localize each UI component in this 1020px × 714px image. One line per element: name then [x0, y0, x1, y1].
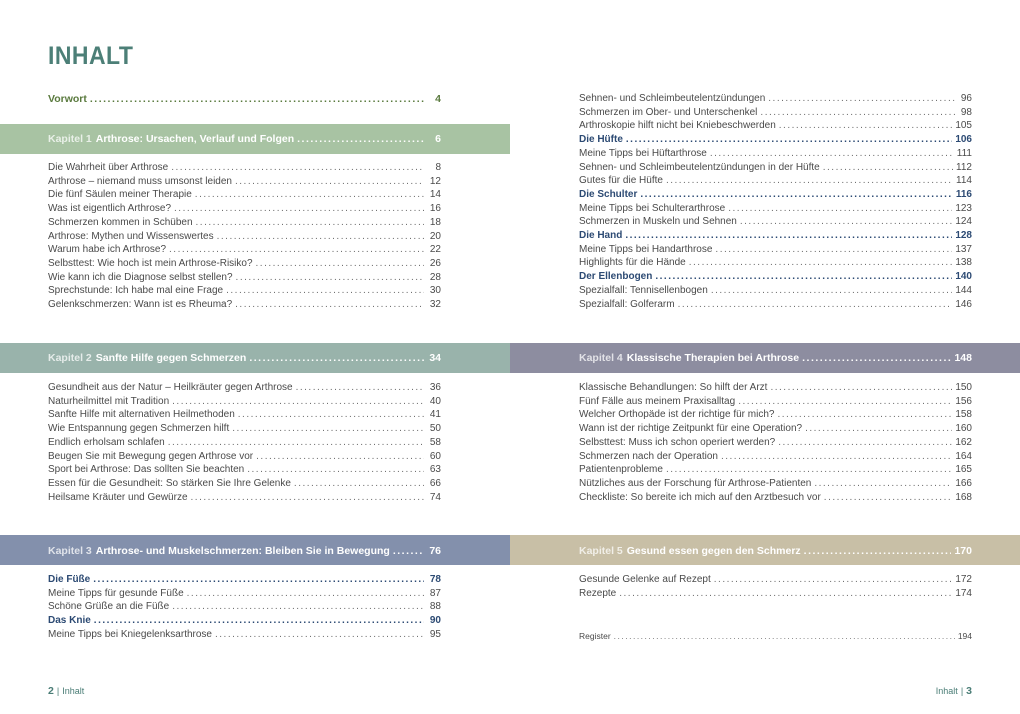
toc-entry-page: 41 [429, 409, 441, 421]
toc-entry-page: 20 [429, 230, 441, 242]
toc-entry-page: 12 [429, 175, 441, 187]
toc-entry[interactable] [579, 229, 972, 243]
toc-entry[interactable] [48, 257, 441, 271]
toc-entry-page: 140 [955, 271, 972, 283]
toc-entry[interactable] [579, 106, 972, 120]
toc-entry[interactable] [48, 408, 441, 422]
toc-entry-page: 26 [429, 257, 441, 269]
leader-dots [195, 188, 424, 202]
leader-dots [814, 477, 952, 491]
leader-dots [625, 229, 952, 243]
toc-entry-label: Der Ellenbogen [579, 271, 653, 283]
toc-entry-label: Beugen Sie mit Bewegung gegen Arthrose vor [48, 450, 254, 462]
leader-dots [640, 188, 953, 202]
toc-entry[interactable] [579, 161, 972, 175]
chapter-page: 76 [429, 545, 441, 557]
toc-entry-page: 174 [955, 587, 972, 599]
chapter-page: 34 [429, 352, 441, 364]
toc-entry[interactable] [579, 477, 972, 491]
toc-entry-page: 144 [955, 284, 972, 296]
toc-entry-label: Wie Entspannung gegen Schmerzen hilft [48, 423, 230, 435]
toc-entry-page: 66 [429, 477, 441, 489]
toc-entry[interactable] [48, 381, 441, 395]
toc-entry-label: Schmerzen kommen in Schüben [48, 216, 193, 228]
toc-entry-page: 164 [955, 450, 972, 462]
chapter-4-heading[interactable] [579, 351, 972, 365]
toc-entry-page: 4 [435, 93, 441, 105]
toc-entry[interactable] [579, 270, 972, 284]
toc-entry[interactable] [48, 450, 441, 464]
toc-entry-label: Die Wahrheit über Arthrose [48, 162, 169, 173]
toc-entry-page: 158 [955, 409, 972, 421]
toc-entry-page: 87 [429, 587, 441, 599]
chapter-2-heading[interactable] [48, 351, 441, 365]
toc-entry-label: Schmerzen im Ober- und Unterschenkel [579, 106, 758, 118]
chapter-5-heading[interactable] [579, 544, 972, 558]
toc-entry-label: Schöne Grüße an die Füße [48, 601, 170, 613]
toc-entry[interactable] [48, 395, 441, 409]
chapter-title: Sanfte Hilfe gegen Schmerzen [95, 352, 247, 364]
toc-entry[interactable] [48, 477, 441, 491]
chapter-title: Gesund essen gegen den Schmerz [626, 545, 801, 557]
toc-entry-label: Schmerzen nach der Operation [579, 450, 718, 462]
toc-entry[interactable] [579, 395, 972, 409]
toc-register[interactable] [579, 629, 972, 643]
toc-entry-label: Schmerzen in Muskeln und Sehnen [579, 216, 737, 228]
toc-entry-label: Sehnen- und Schleimbeutelentzündungen [579, 93, 766, 104]
toc-entry[interactable] [579, 92, 972, 106]
footer-left: 2 | Inhalt [48, 685, 85, 697]
toc-entry-page: 32 [429, 299, 441, 310]
toc-entry-label: Nützliches aus der Forschung für Arthrose-Patienten [579, 477, 812, 489]
leader-dots [824, 491, 953, 505]
toc-entry-page: 150 [955, 382, 972, 393]
toc-entry[interactable] [48, 298, 441, 312]
toc-entry-page: 40 [429, 395, 441, 407]
page-number: 3 [966, 685, 972, 697]
leader-dots [760, 106, 955, 120]
toc-entry-label: Fünf Fälle aus meinem Praxisalltag [579, 395, 736, 407]
leader-dots [168, 436, 424, 450]
chapter-title: Arthrose- und Muskelschmerzen: Bleiben Sie in Bewegung [95, 545, 390, 557]
leader-dots [770, 381, 952, 395]
toc-entry[interactable] [579, 491, 972, 505]
toc-entry-label: Naturheilmittel mit Tradition [48, 395, 170, 407]
toc-entry[interactable] [48, 161, 441, 175]
leader-dots [232, 422, 424, 436]
toc-vorwort[interactable] [48, 92, 441, 106]
toc-entry-page: 105 [955, 120, 972, 132]
toc-entry-label: Klassische Behandlungen: So hilft der Arzt [579, 382, 768, 393]
leader-dots [249, 351, 424, 365]
leader-dots [666, 463, 952, 477]
chapter-page: 6 [435, 133, 441, 145]
toc-entry[interactable] [48, 600, 441, 614]
toc-entry-page: 63 [429, 464, 441, 476]
toc-entry-label: Register [579, 631, 611, 641]
toc-entry-label: Selbsttest: Muss ich schon operiert werden? [579, 436, 776, 448]
toc-entry-label: Spezialfall: Tennisellenbogen [579, 284, 708, 296]
toc-entry[interactable] [579, 119, 972, 133]
toc-entry-label: Gesunde Gelenke auf Rezept [579, 574, 711, 585]
leader-dots [226, 284, 424, 298]
leader-dots [235, 298, 424, 312]
toc-entry-page: 8 [435, 162, 441, 173]
toc-entry-page: 106 [955, 134, 972, 146]
leader-dots [256, 257, 424, 271]
toc-entry-page: 194 [957, 631, 972, 641]
chapter-3-heading[interactable] [48, 544, 441, 558]
toc-entry-page: 90 [429, 615, 441, 627]
toc-entry-page: 116 [955, 188, 972, 200]
toc-entry-page: 60 [429, 450, 441, 462]
toc-entry-label: Meine Tipps bei Schulterarthrose [579, 202, 726, 214]
toc-entry-label: Patientenprobleme [579, 464, 663, 476]
toc-entry-label: Arthrose: Mythen und Wissenswertes [48, 230, 214, 242]
chapter-page: 170 [954, 545, 972, 557]
leader-dots [393, 544, 424, 558]
toc-entry[interactable] [579, 436, 972, 450]
toc-entry-label: Vorwort [48, 93, 87, 105]
toc-entry-page: 98 [960, 106, 972, 118]
toc-entry-label: Rezepte [579, 587, 617, 599]
toc-entry[interactable] [579, 587, 972, 601]
leader-dots [710, 147, 954, 161]
toc-entry-page: 28 [429, 271, 441, 283]
toc-entry-page: 162 [955, 436, 972, 448]
leader-dots [804, 544, 952, 558]
leader-dots [626, 133, 952, 147]
toc-entry[interactable] [48, 436, 441, 450]
toc-entry-label: Das Knie [48, 615, 91, 627]
leader-dots [196, 216, 424, 230]
toc-entry[interactable] [579, 381, 972, 395]
toc-entry-page: 74 [429, 491, 441, 503]
toc-entry-label: Die Füße [48, 574, 91, 585]
leader-dots [236, 271, 424, 285]
leader-dots [187, 587, 424, 601]
leader-dots [191, 491, 424, 505]
footer-right: Inhalt | 3 [935, 685, 972, 697]
toc-entry[interactable] [579, 284, 972, 298]
chapter-number: Kapitel 2 [48, 352, 92, 364]
chapter-number: Kapitel 3 [48, 545, 92, 557]
toc-entry-label: Wann ist der richtige Zeitpunkt für eine Operation? [579, 423, 803, 435]
chapter-number: Kapitel 4 [579, 352, 623, 364]
toc-entry-page: 30 [429, 285, 441, 297]
toc-entry-label: Sprechstunde: Ich habe mal eine Frage [48, 285, 224, 297]
toc-entry-label: Sanfte Hilfe mit alternativen Heilmethoden [48, 409, 235, 421]
toc-entry-page: 95 [429, 628, 441, 640]
leader-dots [174, 202, 424, 216]
toc-entry[interactable] [48, 202, 441, 216]
toc-entry-page: 22 [429, 244, 441, 256]
leader-dots [721, 450, 952, 464]
leader-dots [238, 408, 424, 422]
leader-dots [823, 161, 953, 175]
toc-entry-label: Heilsame Kräuter und Gewürze [48, 491, 188, 503]
toc-entry-page: 114 [956, 175, 972, 187]
toc-entry[interactable] [579, 463, 972, 477]
toc-entry[interactable] [579, 450, 972, 464]
toc-entry-label: Meine Tipps bei Kniegelenksarthrose [48, 628, 212, 640]
toc-entry-label: Wie kann ich die Diagnose selbst stellen? [48, 271, 233, 283]
toc-entry-label: Was ist eigentlich Arthrose? [48, 203, 172, 215]
leader-dots [666, 174, 953, 188]
toc-entry-page: 168 [955, 491, 972, 503]
leader-dots [215, 628, 424, 642]
toc-entry-page: 16 [429, 203, 441, 215]
chapter-page: 148 [954, 352, 972, 364]
leader-dots [172, 395, 424, 409]
toc-entry-label: Meine Tipps bei Handarthrose [579, 243, 713, 255]
leader-dots [172, 600, 424, 614]
toc-entry[interactable] [579, 422, 972, 436]
toc-entry-label: Meine Tipps für gesunde Füße [48, 587, 184, 599]
leader-dots [779, 119, 953, 133]
toc-entry-page: 172 [955, 574, 972, 585]
chapter-title: Arthrose: Ursachen, Verlauf und Folgen [95, 133, 295, 145]
toc-entry-page: 124 [955, 216, 972, 228]
toc-entry-label: Gutes für die Hüfte [579, 175, 663, 187]
leader-dots [678, 298, 953, 312]
toc-entry[interactable] [48, 463, 441, 477]
leader-dots [714, 573, 953, 587]
toc-entry-label: Highlights für die Hände [579, 257, 686, 269]
toc-entry-label: Spezialfall: Golferarm [579, 298, 675, 310]
leader-dots [235, 175, 424, 189]
toc-entry-page: 123 [955, 202, 972, 214]
leader-dots [296, 381, 424, 395]
toc-entry-label: Arthrose – niemand muss umsonst leiden [48, 175, 232, 187]
leader-dots [805, 422, 952, 436]
toc-entry-page: 14 [429, 189, 441, 201]
toc-entry-label: Die fünf Säulen meiner Therapie [48, 189, 192, 201]
toc-entry[interactable] [48, 491, 441, 505]
leader-dots [247, 463, 424, 477]
toc-entry-label: Welcher Orthopäde ist der richtige für mich? [579, 409, 775, 421]
toc-entry[interactable] [48, 284, 441, 298]
toc-entry-page: 18 [429, 216, 441, 228]
leader-dots [614, 629, 955, 643]
toc-entry-page: 36 [429, 382, 441, 393]
leader-dots [297, 132, 424, 146]
toc-entry[interactable] [579, 408, 972, 422]
toc-entry[interactable] [579, 256, 972, 270]
toc-entry[interactable] [579, 243, 972, 257]
toc-entry[interactable] [48, 614, 441, 628]
toc-entry[interactable] [48, 587, 441, 601]
toc-entry-label: Endlich erholsam schlafen [48, 436, 165, 448]
leader-dots [169, 243, 424, 257]
toc-entry[interactable] [579, 133, 972, 147]
toc-entry[interactable] [48, 271, 441, 285]
toc-entry[interactable] [48, 188, 441, 202]
toc-entry-label: Gesundheit aus der Natur – Heilkräuter gegen Arthrose [48, 382, 293, 393]
toc-entry-page: 128 [955, 230, 972, 241]
toc-entry-page: 138 [955, 257, 972, 269]
leader-dots [90, 92, 424, 106]
leader-dots [171, 161, 424, 175]
toc-entry[interactable] [48, 628, 441, 642]
chapter-number: Kapitel 5 [579, 545, 623, 557]
leader-dots [256, 450, 424, 464]
toc-entry-page: 88 [429, 601, 441, 613]
toc-entry[interactable] [579, 188, 972, 202]
leader-dots [93, 573, 424, 587]
toc-entry-label: Selbsttest: Wie hoch ist mein Arthrose-Risiko? [48, 257, 253, 269]
toc-entry-label: Meine Tipps bei Hüftarthrose [579, 147, 707, 159]
leader-dots [294, 477, 424, 491]
leader-dots [728, 202, 952, 216]
leader-dots [768, 92, 955, 106]
toc-entry-page: 156 [955, 395, 972, 407]
toc-entry[interactable] [579, 147, 972, 161]
toc-entry[interactable] [579, 298, 972, 312]
toc-entry-label: Gelenkschmerzen: Wann ist es Rheuma? [48, 299, 233, 310]
page-number: 2 [48, 685, 54, 697]
toc-entry-page: 112 [956, 161, 972, 173]
toc-entry[interactable] [579, 174, 972, 188]
toc-entry[interactable] [579, 573, 972, 587]
toc-entry-page: 166 [955, 477, 972, 489]
toc-entry[interactable] [48, 243, 441, 257]
toc-entry-page: 146 [955, 298, 972, 310]
leader-dots [217, 230, 424, 244]
toc-entry-page: 165 [955, 464, 972, 476]
footer-label: Inhalt [62, 686, 85, 696]
leader-dots [738, 395, 952, 409]
toc-entry-label: Arthroskopie hilft nicht bei Kniebeschwerden [579, 120, 776, 132]
page-title: INHALT [48, 42, 134, 70]
toc-entry-page: 137 [955, 243, 972, 255]
chapter-title: Klassische Therapien bei Arthrose [626, 352, 800, 364]
toc-entry[interactable] [579, 202, 972, 216]
chapter-number: Kapitel 1 [48, 133, 92, 145]
leader-dots [94, 614, 424, 628]
toc-entry-label: Die Hand [579, 230, 623, 241]
leader-dots [619, 587, 952, 601]
toc-entry-label: Checkliste: So bereite ich mich auf den Arztbesuch vor [579, 491, 821, 503]
toc-entry-label: Sport bei Arthrose: Das sollten Sie beachten [48, 464, 245, 476]
footer-label: Inhalt [935, 686, 958, 696]
toc-entry-label: Warum habe ich Arthrose? [48, 244, 167, 256]
chapter-1-heading[interactable] [48, 132, 441, 146]
toc-entry-page: 111 [956, 147, 972, 159]
leader-dots [778, 436, 952, 450]
toc-entry-page: 58 [429, 436, 441, 448]
leader-dots [740, 215, 952, 229]
leader-dots [802, 351, 951, 365]
toc-entry[interactable] [48, 422, 441, 436]
toc-entry-label: Die Hüfte [579, 134, 623, 146]
toc-entry-page: 78 [429, 574, 441, 585]
toc-entry-page: 50 [429, 423, 441, 435]
leader-dots [689, 256, 953, 270]
toc-entry-label: Essen für die Gesundheit: So stärken Sie Ihre Gelenke [48, 477, 291, 489]
toc-entry[interactable] [48, 230, 441, 244]
leader-dots [715, 243, 952, 257]
leader-dots [655, 270, 952, 284]
toc-entry[interactable] [48, 573, 441, 587]
toc-entry-label: Sehnen- und Schleimbeutelentzündungen in der Hüfte [579, 161, 820, 173]
toc-entry-page: 96 [960, 93, 972, 104]
leader-dots [777, 408, 952, 422]
toc-entry[interactable] [579, 215, 972, 229]
toc-entry[interactable] [48, 175, 441, 189]
toc-entry-page: 160 [955, 423, 972, 435]
toc-entry[interactable] [48, 216, 441, 230]
toc-entry-label: Die Schulter [579, 188, 638, 200]
leader-dots [711, 284, 953, 298]
